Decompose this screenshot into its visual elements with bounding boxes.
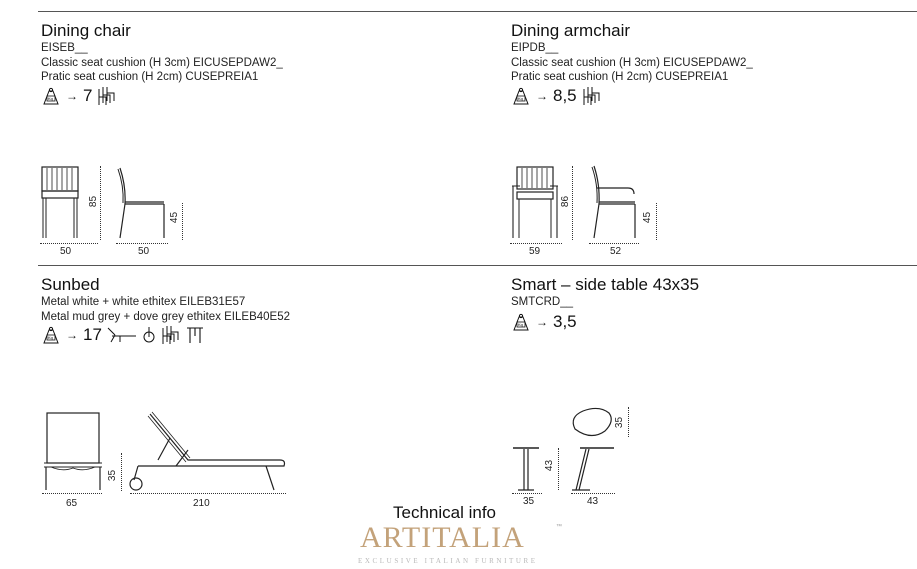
dim-side-depth: 52 <box>610 246 622 257</box>
middle-rule <box>38 265 917 266</box>
dim-line <box>182 203 183 240</box>
dim-line <box>656 203 657 240</box>
product-option: Metal mud grey + dove grey ethitex EILEB40E52 <box>41 310 290 323</box>
dim-front-width: 65 <box>66 498 78 509</box>
table-icon <box>186 326 204 344</box>
product-option: Metal white + white ethitex EILEB31E57 <box>41 296 246 308</box>
product-dining-armchair <box>511 21 753 85</box>
dim-seat-height: 35 <box>107 469 119 482</box>
svg-text:Kg: Kg <box>48 96 53 101</box>
product-code: EISEB__ <box>41 42 88 54</box>
reclining-icon <box>107 326 137 344</box>
product-title: Sunbed <box>41 275 100 294</box>
dim-front-width: 50 <box>60 246 72 257</box>
weight-row <box>41 86 117 106</box>
armchair-front-drawing <box>511 166 559 240</box>
dim-front-width: 59 <box>529 246 541 257</box>
dim-seat-height: 45 <box>169 211 181 224</box>
dim-line <box>42 493 102 494</box>
product-option: Pratic seat cushion (H 2cm) CUSEPREIA1 <box>511 71 729 83</box>
dim-line <box>589 243 639 244</box>
brand-logo: ARTITALIA <box>360 521 525 554</box>
table-top-view-drawing <box>571 407 615 439</box>
dim-top-depth: 35 <box>614 416 626 429</box>
dim-table-side-width: 43 <box>587 496 599 507</box>
svg-text:Kg: Kg <box>518 322 523 327</box>
dim-height: 85 <box>88 195 100 208</box>
stackable-icon <box>97 86 117 106</box>
weight-value: 7 <box>83 86 93 105</box>
dim-line <box>130 493 286 494</box>
brand-tagline: EXCLUSIVE ITALIAN FURNITURE <box>358 557 538 565</box>
weight-value: 3,5 <box>553 312 577 331</box>
sunbed-side-drawing <box>128 410 288 492</box>
stackable-icon <box>161 325 181 345</box>
svg-text:Kg: Kg <box>518 96 523 101</box>
weight-icon <box>511 313 531 331</box>
brand-trademark: ™ <box>556 524 562 530</box>
dim-line <box>628 407 629 437</box>
chair-front-drawing <box>40 166 80 240</box>
dim-seat-height: 45 <box>642 211 654 224</box>
product-title: Smart – side table 43x35 <box>511 275 700 294</box>
dim-line <box>510 243 562 244</box>
weight-icon <box>41 87 61 105</box>
weight-row <box>41 325 204 345</box>
chair-side-drawing <box>116 166 170 240</box>
dim-line <box>572 166 573 240</box>
svg-text:Kg: Kg <box>48 335 53 340</box>
sunbed-front-drawing <box>43 412 103 492</box>
product-title: Dining chair <box>41 21 131 40</box>
dim-line <box>558 448 559 490</box>
weight-arrow: → <box>536 315 548 329</box>
product-sunbed <box>41 275 290 324</box>
product-code: SMTCRD__ <box>511 296 573 308</box>
weight-arrow: → <box>66 328 78 342</box>
product-option: Pratic seat cushion (H 2cm) CUSEPREIA1 <box>41 71 259 83</box>
dim-line <box>40 243 98 244</box>
weight-icon <box>511 87 531 105</box>
product-option: Classic seat cushion (H 3cm) EICUSEPDAW2_ <box>511 56 753 69</box>
table-side-drawing <box>570 446 616 492</box>
weight-row <box>511 86 602 106</box>
product-title: Dining armchair <box>511 21 631 40</box>
dim-line <box>100 166 101 240</box>
product-option: Classic seat cushion (H 3cm) EICUSEPDAW2_ <box>41 56 283 69</box>
table-front-drawing <box>511 446 541 492</box>
top-rule <box>38 11 917 12</box>
dim-height: 86 <box>560 195 572 208</box>
weight-value: 8,5 <box>553 86 577 105</box>
dim-line <box>512 493 542 494</box>
product-dining-chair <box>41 21 283 85</box>
footer-title: Technical info <box>393 503 497 522</box>
dim-line <box>116 243 168 244</box>
armchair-side-drawing <box>590 164 640 240</box>
dim-line <box>571 493 615 494</box>
product-code: EIPDB__ <box>511 42 559 54</box>
dim-length: 210 <box>193 498 210 509</box>
weight-arrow: → <box>536 89 548 103</box>
weight-row <box>511 312 577 332</box>
wheels-icon <box>142 326 156 344</box>
dim-table-height: 43 <box>544 459 556 472</box>
weight-icon <box>41 326 61 344</box>
product-smart-side-table <box>511 275 699 310</box>
dim-table-front-width: 35 <box>523 496 535 507</box>
weight-value: 17 <box>83 325 102 344</box>
weight-arrow: → <box>66 89 78 103</box>
dim-side-depth: 50 <box>138 246 150 257</box>
dim-line <box>121 453 122 491</box>
stackable-icon <box>582 86 602 106</box>
